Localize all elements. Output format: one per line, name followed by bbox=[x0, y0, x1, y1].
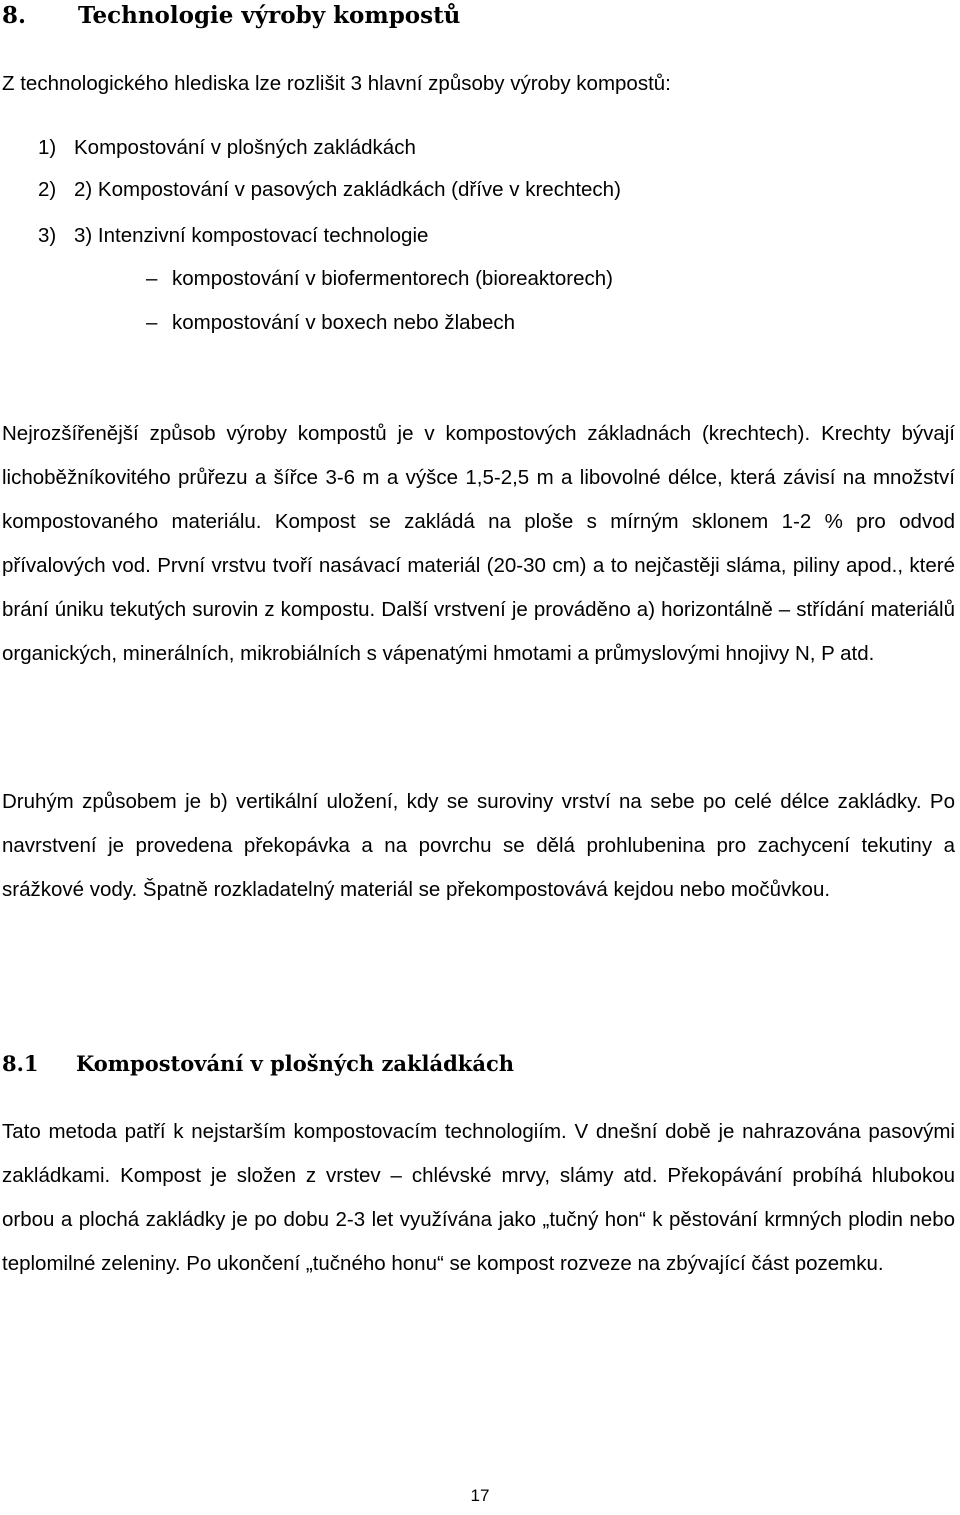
sub-method-marker: – bbox=[146, 311, 158, 334]
method-text: 3) Intenzivní kompostovací technologie bbox=[74, 224, 429, 247]
sub-method-text: kompostování v biofermentorech (bioreaktorech) bbox=[172, 267, 613, 290]
sub-method-item bbox=[146, 309, 515, 337]
page-number: 17 bbox=[470, 1486, 490, 1505]
section-heading bbox=[2, 0, 460, 32]
paragraph-krechty: Nejrozšířenější způsob výroby kompostů je v kompostových základnách (krechtech). Krechty bývají lichoběžníkovitého průřezu a šířce 3-6 m a výšce 1,5-2,5 m a libovolné délce, která závisí na množství kompostovaného materiálu. Kompost se zakládá na ploše s mírným sklonem 1-2 % pro odvod přívalových vod. První vrstvu tvoří nasávací materiál (20-30 cm) a to nejčastěji sláma, piliny apod., které brání úniku tekutých surovin z kompostu. Další vrstvení je prováděno a) horizontálně – střídání materiálů organických, minerálních, mikrobiálních s vápenatými hmotami a průmyslovými hnojivy N, P atd. bbox=[2, 422, 955, 665]
method-marker: 2) bbox=[38, 178, 57, 201]
sub-method-marker: – bbox=[146, 267, 158, 290]
method-text: Kompostování v plošných zakládkách bbox=[74, 136, 416, 159]
section-title: Technologie výroby kompostů bbox=[78, 2, 461, 29]
paragraph-vertical: Druhým způsobem je b) vertikální uložení, kdy se suroviny vrství na sebe po celé délce zakládky. Po navrstvení je provedena překopávka a na povrchu se dělá prohlubenina pro zachycení tekutiny a srážkové vody. Špatně rozkladatelný materiál se překompostovává kejdou nebo močůvkou. bbox=[2, 790, 955, 901]
subsection-title: Kompostování v plošných zakládkách bbox=[76, 1051, 515, 1076]
method-item bbox=[38, 176, 621, 204]
subsection-heading bbox=[2, 1048, 514, 1080]
section-number: 8. bbox=[2, 2, 27, 29]
method-marker: 3) bbox=[38, 224, 57, 247]
paragraph-flat-method: Tato metoda patří k nejstarším kompostovacím technologiím. V dnešní době je nahrazována pasovými zakládkami. Kompost je složen z vrstev – chlévské mrvy, slámy atd. Překopávání probíhá hlubokou orbou a plochá zakládky je po dobu 2-3 let využívána jako „tučný hon“ k pěstování krmných plodin nebo teplomilné zeleniny. Po ukončení „tučného honu“ se kompost rozveze na zbývající část pozemku. bbox=[2, 1120, 955, 1275]
sub-method-text: kompostování v boxech nebo žlabech bbox=[172, 311, 516, 334]
method-item bbox=[38, 222, 428, 250]
method-text: 2) Kompostování v pasových zakládkách (dříve v krechtech) bbox=[74, 178, 621, 201]
method-item bbox=[38, 134, 416, 162]
method-marker: 1) bbox=[38, 136, 57, 159]
sub-method-item bbox=[146, 265, 613, 293]
intro-text: Z technologického hlediska lze rozlišit 3 hlavní způsoby výroby kompostů: bbox=[2, 72, 671, 95]
subsection-number: 8.1 bbox=[2, 1051, 39, 1076]
